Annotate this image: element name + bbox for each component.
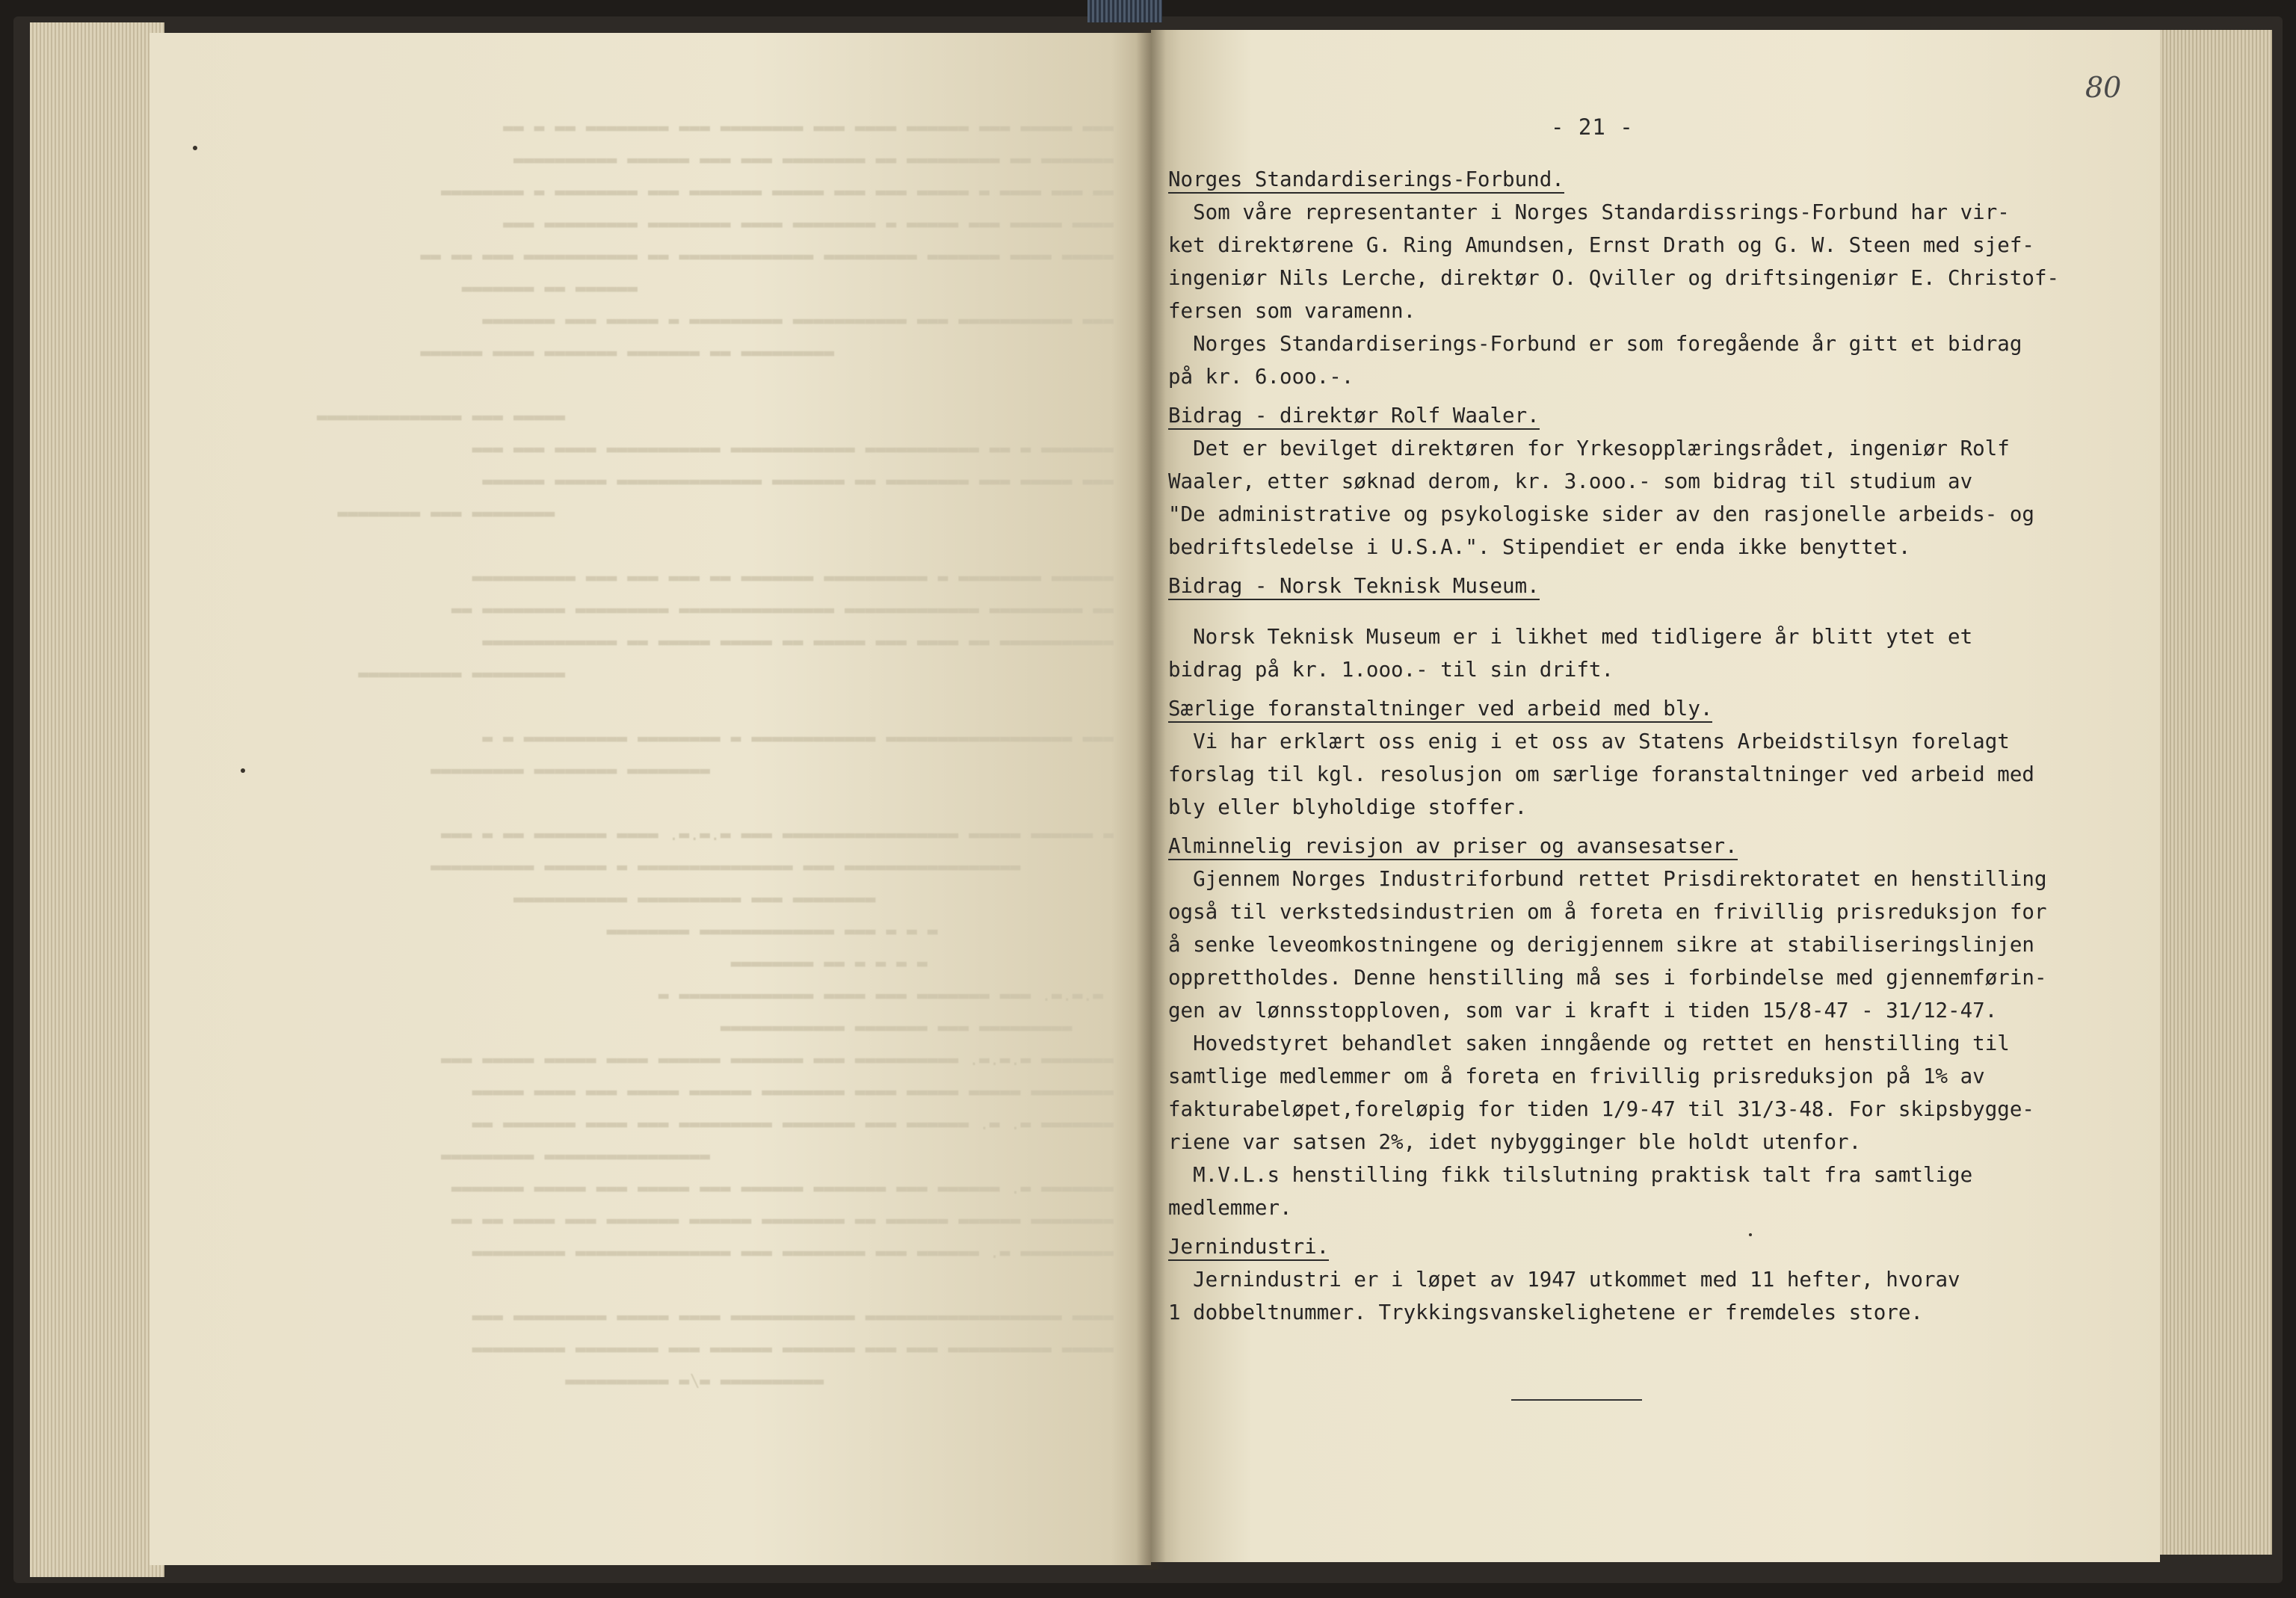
book-gutter: [1136, 30, 1166, 1570]
text-line: medlemmer.: [1168, 1196, 1292, 1220]
left-page-edges: [30, 22, 164, 1577]
text-line: Det er bevilget direktøren for Yrkesopplæringsrådet, ingeniør Rolf: [1168, 436, 2010, 460]
text-line: Jernindustri er i løpet av 1947 utkommet med 11 hefter, hvorav: [1168, 1268, 1960, 1292]
left-page-bleed-through: ▬▬▬ ▬▬▬▬▬ ▬▬▬ ▬▬▬▬▬▬ ▬▬▬▬ ▬▬▬ ▬▬▬▬▬▬▬▬ ▬▬▬ ▬▬▬▬▬▬▬▬ ▬▬ ▬ ▬▬ ▬▬▬▬▬▬▬ ▬▬ ▬▬▬▬▬▬▬▬▬ ▬▬ ▬▬▬▬▬▬▬▬ ▬▬▬ ▬▬▬ ▬▬▬▬▬▬ ▬▬▬▬▬▬▬▬▬▬ ▬▬ ▬▬▬ ▬▬▬▬ ▬ ▬▬▬▬▬ ▬▬▬ ▬▬▬ ▬▬▬▬▬ ▬▬▬▬▬▬▬ ▬▬▬ ▬▬▬▬▬▬▬▬ ▬ ▬▬▬▬▬▬▬▬ ▬▬▬▬ ▬▬▬▬▬ ▬▬▬ ▬▬▬▬▬ ▬ ▬▬▬▬▬▬▬▬ ▬▬▬▬ ▬▬▬▬▬▬▬▬ ▬▬▬▬▬▬▬▬▬ ▬▬▬ ▬▬▬▬▬ ▬▬▬▬ ▬▬▬▬▬▬▬ ▬▬▬▬▬▬▬▬▬ ▬▬▬▬▬▬▬▬▬▬▬▬▬ ▬▬ ▬▬▬▬▬▬▬▬▬▬▬ ▬▬▬ ▬▬ ▬▬ ▬▬▬▬▬▬ ▬▬ ▬▬▬▬▬▬▬ ▬▬▬ ▬▬▬▬▬▬▬▬▬▬▬ ▬▬▬ ▬▬▬▬▬▬▬▬▬▬▬ ▬▬▬▬▬▬▬▬▬ ▬ ▬▬▬▬▬ ▬▬▬ ▬▬▬▬▬▬▬ ▬▬▬▬▬▬▬▬▬ ▬▬ ▬▬▬▬▬▬▬ ▬▬▬▬▬▬▬ ▬▬▬▬ ▬▬▬▬▬▬ ▬▬▬▬▬ ▬▬▬ ▬▬▬▬▬▬▬▬▬▬▬▬▬▬ ▬▬▬▬▬▬▬ ▬ ▬▬ ▬▬▬▬▬▬▬▬▬▬▬ ▬▬▬▬▬▬▬▬▬▬▬▬ ▬▬▬▬▬▬▬▬▬▬▬ ▬▬▬▬ ▬▬▬ ▬▬▬ ▬▬▬ ▬▬▬▬▬ ▬▬▬ ▬▬▬▬▬▬▬▬ ▬▬ ▬▬▬▬▬▬▬ ▬▬▬▬▬▬▬▬▬▬▬▬▬▬ ▬▬▬▬▬ ▬▬▬▬▬▬ ▬▬▬▬▬▬▬▬ ▬▬▬ ▬▬▬▬▬▬▬▬ ▬▬▬▬▬▬ ▬▬▬▬▬▬▬▬ ▬ ▬▬▬▬▬▬▬▬▬▬ ▬▬▬▬▬▬▬ ▬▬ ▬▬▬ ▬▬▬ ▬▬▬ ▬▬▬▬▬▬▬▬▬▬ ▬▬ ▬▬▬▬▬▬▬▬▬ ▬▬▬▬▬▬▬▬▬▬▬▬▬ ▬▬▬▬▬▬▬▬▬▬▬▬▬▬▬ ▬▬▬▬▬▬▬▬▬ ▬▬▬▬▬▬▬▬ ▬▬ ▬▬▬▬▬▬▬▬▬▬▬ ▬▬ ▬▬▬▬ ▬▬▬ ▬▬▬▬▬ ▬▬ ▬▬▬▬▬ ▬▬▬▬▬ ▬▬ ▬▬▬▬▬▬▬▬▬▬▬▬▬ ▬▬▬▬▬▬▬▬▬ ▬▬▬▬▬▬▬▬▬▬ ▬▬▬ ▬▬▬▬▬▬▬▬▬▬▬▬▬▬▬▬▬▬ ▬▬▬▬▬▬▬▬▬▬▬▬ ▬ ▬▬▬▬▬▬▬▬ ▬▬▬▬▬▬▬▬▬▬ ▬ ▬ ▬▬▬▬▬▬▬▬ ▬▬▬▬▬▬▬▬ ▬▬▬▬▬▬▬▬▬ ▬ ▬▬▬▬▬▬ ▬▬▬▬▬ ▬▬▬▬▬▬▬▬▬▬▬▬▬▬▬▬▬ ▬▬▬ ▬.▬.▬. ▬▬▬▬ ▬▬▬▬▬▬▬ ▬▬ ▬ ▬▬▬ ▬▬▬▬▬▬▬▬▬▬▬▬▬▬▬▬▬ ▬▬▬ ▬▬▬▬▬▬▬▬▬▬▬▬▬▬▬ ▬ ▬▬▬▬▬▬ ▬▬▬▬▬▬▬▬▬▬ ▬▬▬▬▬▬▬▬ ▬▬▬ ▬▬▬▬▬▬▬▬▬▬ ▬▬▬▬▬▬▬▬▬▬▬ ▬ ▬ ▬ ▬▬▬ ▬▬▬▬▬▬▬▬▬▬▬▬▬ ▬▬▬▬▬▬▬▬ ▬ ▬ ▬ ▬ ▬▬ ▬▬▬▬▬▬▬▬ ▬.▬.▬. ▬▬▬ ▬▬▬▬▬▬▬ ▬▬▬ ▬▬▬▬ ▬▬▬▬▬▬▬▬▬▬▬▬▬ ▬ ▬▬▬▬▬▬▬▬▬ ▬▬▬ ▬▬▬▬▬▬▬ ▬▬▬▬▬▬▬▬▬▬▬▬ ▬▬▬▬▬▬▬ ▬.▬.▬. ▬▬▬▬▬▬▬▬▬▬ ▬▬▬ ▬▬▬▬▬▬▬ ▬▬▬▬▬▬ ▬▬▬▬ ▬▬▬▬▬ ▬▬▬▬▬ ▬▬▬ ▬▬▬▬▬▬▬▬ ▬▬▬▬▬ ▬▬▬▬▬ ▬▬▬▬ ▬▬▬▬▬▬▬▬ ▬▬▬▬▬▬ ▬▬▬▬▬ ▬▬▬ ▬▬▬▬ ▬▬▬▬▬ ▬▬▬▬▬▬▬ ▬. ▬. ▬▬▬▬▬▬ ▬▬▬ ▬▬▬▬▬▬▬ ▬▬▬▬▬▬▬▬▬ ▬▬▬ ▬▬▬▬ ▬▬▬▬▬▬▬ ▬▬ ▬▬▬▬▬▬▬▬▬▬▬▬▬▬▬▬ ▬▬▬▬▬▬▬▬▬ ▬▬▬▬▬▬▬ ▬. ▬▬▬▬▬▬ ▬▬▬ ▬▬▬▬▬▬▬ ▬▬▬▬▬▬ ▬▬▬ ▬▬▬▬▬ ▬▬▬ ▬▬▬▬▬ ▬▬▬▬▬▬▬ ▬▬▬▬▬▬▬▬ ▬▬▬▬▬▬ ▬▬▬▬▬▬ ▬▬ ▬▬▬▬▬▬▬▬ ▬▬▬▬▬▬ ▬▬▬▬▬▬▬ ▬▬▬ ▬▬▬▬ ▬▬ ▬▬ ▬▬▬▬▬▬▬▬▬ ▬. ▬▬▬▬▬▬ ▬▬▬ ▬▬▬▬▬▬▬▬ ▬▬▬ ▬▬▬▬▬▬▬▬▬▬▬▬▬▬▬ ▬▬▬▬▬▬▬▬▬ ▬▬▬▬ ▬▬▬▬▬▬▬▬▬▬▬▬▬▬▬▬▬▬▬ ▬▬▬▬▬▬▬▬▬▬▬▬ ▬▬▬▬ ▬▬▬▬▬ ▬▬▬▬▬▬▬▬▬ ▬▬▬ ▬▬▬▬▬ ▬▬▬▬▬▬▬▬▬▬ ▬▬▬ ▬▬▬ ▬▬▬▬▬▬▬ ▬▬▬▬▬▬ ▬▬▬ ▬▬▬▬▬▬▬▬ ▬▬▬▬▬▬▬▬▬ ▬▬▬▬▬▬▬▬▬▬ ▬/▬ ▬▬▬▬▬▬▬▬▬▬: [316, 118, 1114, 1391]
section-heading: Jernindustri.: [1168, 1230, 2095, 1263]
text-line: Hovedstyret behandlet saken inngående og rettet en henstilling til: [1168, 1031, 2010, 1055]
text-line: ingeniør Nils Lerche, direktør O. Qviller og driftsingeniør E. Christof-: [1168, 266, 2060, 290]
text-line: Vi har erklært oss enig i et oss av Statens Arbeidstilsyn forelagt: [1168, 729, 2010, 753]
text-line: Som våre representanter i Norges Standardissrings-Forbund har vir-: [1168, 200, 2010, 224]
paper-speck: [193, 146, 197, 150]
text-line: Norges Standardiserings-Forbund er som foregående år gitt et bidrag: [1168, 332, 2022, 356]
text-line: forslag til kgl. resolusjon om særlige foranstaltninger ved arbeid med: [1168, 762, 2034, 786]
text-line: fersen som varamenn.: [1168, 299, 1416, 323]
section-heading: Bidrag - direktør Rolf Waaler.: [1168, 399, 2095, 432]
text-line: 1 dobbeltnummer. Trykkingsvanskelighetene er fremdeles store.: [1168, 1301, 1923, 1324]
text-line: å senke leveomkostningene og derigjennem sikre at stabiliseringslinjen: [1168, 933, 2034, 957]
text-line: bly eller blyholdige stoffer.: [1168, 795, 1528, 819]
text-line: "De administrative og psykologiske sider av den rasjonelle arbeids- og: [1168, 502, 2034, 526]
paper-speck: [241, 768, 245, 773]
page-body: [1168, 163, 2095, 1329]
text-line: Gjennem Norges Industriforbund rettet Prisdirektoratet en henstilling: [1168, 867, 2047, 891]
section-heading: Bidrag - Norsk Teknisk Museum.: [1168, 570, 2095, 602]
text-line: ket direktørene G. Ring Amundsen, Ernst Drath og G. W. Steen med sjef-: [1168, 233, 2034, 257]
text-line: opprettholdes. Denne henstilling må ses i forbindelse med gjennemførin-: [1168, 966, 2047, 990]
page-number: - 21 -: [1551, 114, 1634, 140]
text-line: på kr. 6.ooo.-.: [1168, 365, 1354, 389]
handwritten-page-number: 80: [2085, 71, 2122, 104]
text-line: samtlige medlemmer om å foreta en frivillig prisreduksjon på 1% av: [1168, 1064, 1985, 1088]
text-line: bidrag på kr. 1.ooo.- til sin drift.: [1168, 658, 1614, 682]
text-line: bedriftsledelse i U.S.A.". Stipendiet er enda ikke benyttet.: [1168, 535, 1911, 559]
section-heading: Alminnelig revisjon av priser og avansesatser.: [1168, 830, 2095, 863]
section-heading: Særlige foranstaltninger ved arbeid med bly.: [1168, 692, 2095, 725]
text-line: M.V.L.s henstilling fikk tilslutning praktisk talt fra samtlige: [1168, 1163, 1973, 1187]
book-spine-band: [1087, 0, 1162, 22]
text-line: Norsk Teknisk Museum er i likhet med tidligere år blitt ytet et: [1168, 625, 1973, 649]
text-line: gen av lønnsstopploven, som var i kraft i tiden 15/8-47 - 31/12-47.: [1168, 999, 1998, 1022]
text-line: fakturabeløpet,foreløpig for tiden 1/9-47 til 31/3-48. For skipsbygge-: [1168, 1097, 2034, 1121]
end-rule: [1511, 1399, 1642, 1401]
section-heading: Norges Standardiserings-Forbund.: [1168, 163, 2095, 196]
text-line: [1168, 602, 2095, 620]
text-line: også til verkstedsindustrien om å foreta en frivillig prisreduksjon for: [1168, 900, 2047, 924]
right-page-edges: [2152, 30, 2272, 1555]
text-line: riene var satsen 2%, idet nybygginger ble holdt utenfor.: [1168, 1130, 1862, 1154]
text-line: Waaler, etter søknad derom, kr. 3.ooo.- som bidrag til studium av: [1168, 469, 1973, 493]
